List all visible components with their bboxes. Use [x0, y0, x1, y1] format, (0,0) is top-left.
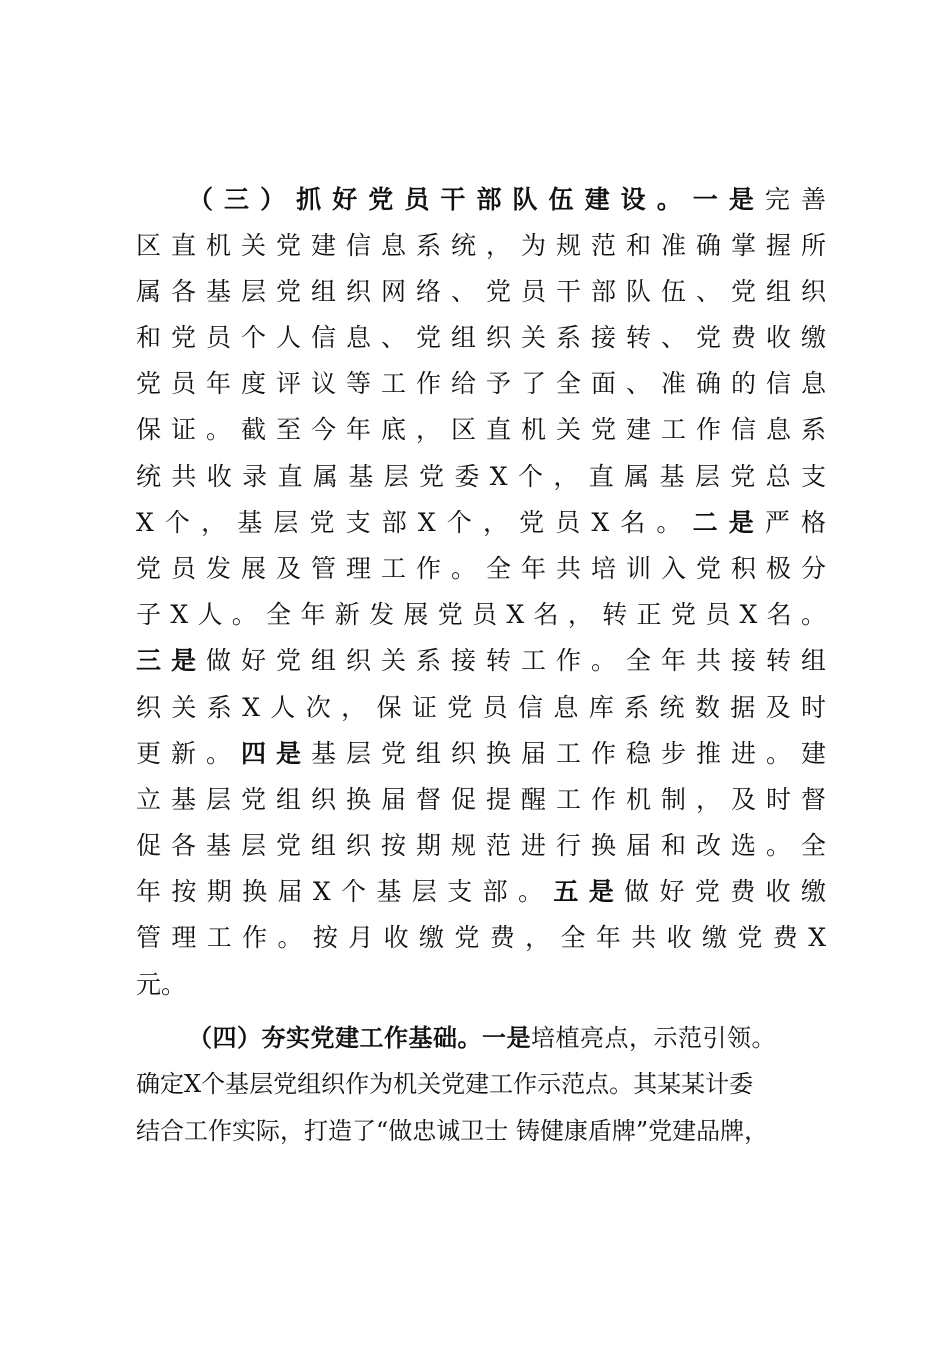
- paragraph-3-line: [136, 918, 826, 958]
- bold-text: 一是: [482, 1023, 531, 1052]
- paragraph-3-line: [136, 364, 826, 404]
- paragraph-3-line: [136, 457, 826, 497]
- body-text: 统共收录直属基层党委X个，直属基层党总支: [136, 462, 826, 491]
- paragraph-3-line: [188, 180, 826, 220]
- paragraph-3-line: [136, 641, 826, 681]
- paragraph-3-line: [136, 780, 826, 820]
- paragraph-3-line: [136, 503, 826, 543]
- body-text: 确定X个基层党组织作为机关党建工作示范点。其某某计委: [136, 1070, 754, 1098]
- body-text: 和党员个人信息、党组织关系接转、党费收缴: [136, 323, 826, 352]
- body-text: 党员发展及管理工作。全年共培训入党积极分: [136, 554, 826, 583]
- body-text: 立基层党组织换届督促提醒工作机制，及时督: [136, 785, 826, 814]
- paragraph-3-line: [136, 872, 826, 912]
- body-text: 培植亮点，示范引领。: [531, 1024, 776, 1052]
- body-text: 结合工作实际，打造了“做忠诚卫士 铸健康盾牌”党建品牌，: [136, 1117, 769, 1145]
- paragraph-3-line: [136, 965, 826, 1005]
- paragraph-3-line: [136, 734, 826, 774]
- bold-text: （三）抓好党员干部队伍建设。: [188, 185, 693, 214]
- body-text: 子X人。全年新发展党员X名，转正党员X名。: [136, 600, 826, 629]
- paragraph-4-line: [188, 1018, 826, 1058]
- paragraph-3-line: [136, 688, 826, 728]
- body-text: 管理工作。按月收缴党费，全年共收缴党费X: [136, 923, 826, 952]
- body-text: 做好党费收缴: [624, 877, 826, 906]
- paragraph-3-line: [136, 272, 826, 312]
- bold-text: 一是: [692, 185, 765, 214]
- paragraph-3-line: [136, 826, 826, 866]
- body-text: 区直机关党建信息系统，为规范和准确掌握所: [136, 231, 826, 260]
- body-text: 促各基层党组织按期规范进行换届和改选。全: [136, 831, 826, 860]
- bold-text: 五是: [553, 877, 625, 906]
- body-text: 织关系X人次，保证党员信息库系统数据及时: [136, 693, 826, 722]
- body-text: 做好党组织关系接转工作。全年共接转组: [206, 646, 826, 675]
- body-text: 严格: [764, 508, 826, 537]
- bold-text: 三是: [136, 646, 206, 675]
- body-text: 年按期换届X个基层支部。: [136, 877, 554, 906]
- bold-text: （四）夯实党建工作基础。: [188, 1023, 482, 1052]
- body-text: 属各基层党组织网络、党员干部队伍、党组织: [136, 277, 826, 306]
- paragraph-3-line: [136, 226, 826, 266]
- body-text: 元。: [136, 970, 187, 999]
- paragraph-4-line: [136, 1064, 826, 1104]
- bold-text: 四是: [241, 739, 311, 768]
- body-text: 党员年度评议等工作给予了全面、准确的信息: [136, 369, 826, 398]
- body-text: 更新。: [136, 739, 241, 768]
- body-text: 完善: [764, 185, 826, 214]
- paragraph-4-line: [136, 1111, 826, 1151]
- body-text: 基层党组织换届工作稳步推进。建: [311, 739, 826, 768]
- body-text: 保证。截至今年底，区直机关党建工作信息系: [136, 415, 826, 444]
- paragraph-3-line: [136, 549, 826, 589]
- paragraph-3-line: [136, 318, 826, 358]
- bold-text: 二是: [692, 508, 765, 537]
- paragraph-3-line: [136, 410, 826, 450]
- paragraph-3-line: [136, 595, 826, 635]
- body-text: X个，基层党支部X个，党员X名。: [136, 508, 693, 537]
